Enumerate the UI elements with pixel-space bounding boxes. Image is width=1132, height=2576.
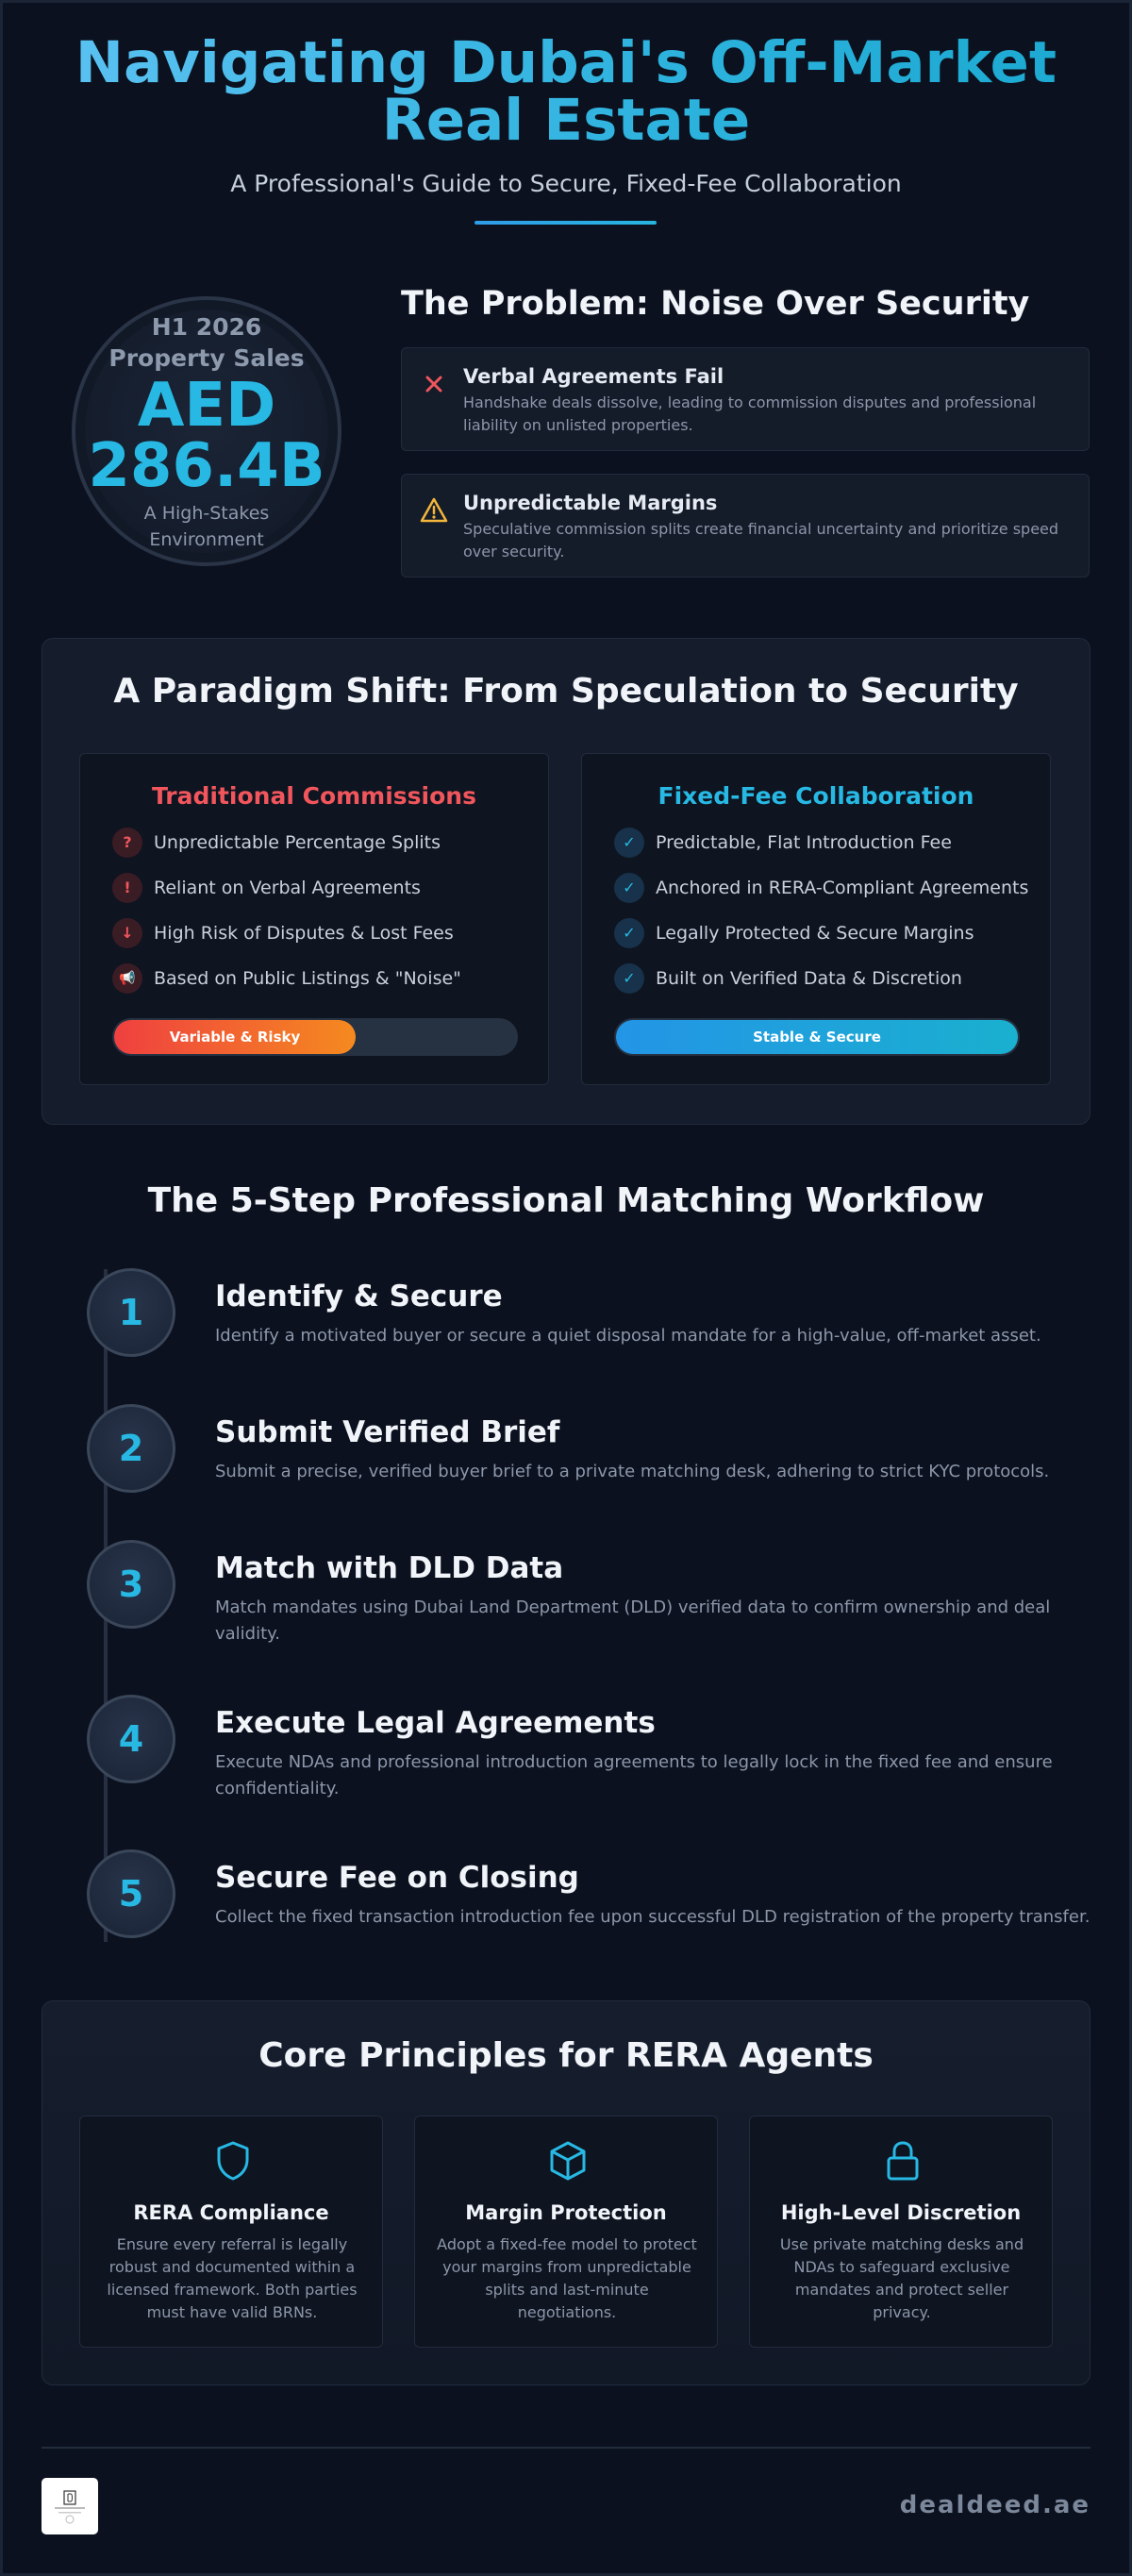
step-description: Match mandates using Dubai Land Department (DLD) verified data to confirm ownership and deal validity.: [215, 1597, 1051, 1644]
stat-label: [0, 311, 413, 374]
warning-icon: [419, 495, 449, 526]
title-divider: [474, 221, 657, 225]
problem-card-title: Verbal Agreements Fail: [463, 365, 724, 388]
traditional-title: Traditional Commissions: [152, 782, 476, 810]
title-line-2: Real Estate: [381, 87, 751, 154]
check-icon: ✓: [614, 873, 644, 903]
step-number-5: 5: [87, 1849, 175, 1938]
title-line-1: Navigating Dubai's Off-Market: [75, 29, 1057, 96]
problem-card-margins: [401, 474, 1090, 577]
risk-bar-fill: Variable & Risky: [114, 1020, 356, 1054]
step-description: Collect the fixed transaction introduction fee upon successful DLD registration of the property transfer.: [215, 1907, 1090, 1927]
brand-logo: [42, 2478, 98, 2534]
list-item-text: Built on Verified Data & Discretion: [656, 968, 962, 989]
step-description: Identify a motivated buyer or secure a quiet disposal mandate for a high-value, off-market asset.: [215, 1326, 1041, 1346]
step-description: Submit a precise, verified buyer brief to a private matching desk, adhering to strict KYC protocols.: [215, 1462, 1050, 1481]
principle-text: Adopt a fixed-fee model to protect your margins from unpredictable splits and last-minute negotiations.: [437, 2235, 697, 2321]
principle-card-discretion: [749, 2116, 1053, 2348]
problem-card-text: Speculative commission splits create financial uncertainty and prioritize speed over security.: [463, 520, 1059, 560]
paradigm-title: A Paradigm Shift: From Speculation to Security: [113, 672, 1019, 711]
list-item-text: Unpredictable Percentage Splits: [154, 832, 441, 853]
list-item-text: Anchored in RERA-Compliant Agreements: [656, 878, 1029, 898]
step-number-1: 1: [87, 1268, 175, 1357]
step-description: Execute NDAs and professional introduction agreements to legally lock in the fixed fee and ensure confidentiality.: [215, 1752, 1053, 1798]
step-title: Match with DLD Data: [215, 1551, 564, 1585]
problem-card-verbal: [401, 347, 1090, 451]
list-item-text: Predictable, Flat Introduction Fee: [656, 832, 952, 853]
problem-card-text: Handshake deals dissolve, leading to commission disputes and professional liability on unlisted properties.: [463, 393, 1037, 434]
stability-bar: [614, 1018, 1020, 1056]
step-number-4: 4: [87, 1695, 175, 1783]
stat-note-line-1: A High-Stakes: [143, 503, 270, 524]
cube-icon: [548, 2139, 588, 2183]
principles-title: Core Principles for RERA Agents: [258, 2036, 874, 2075]
principle-card-margin: [414, 2116, 718, 2348]
check-icon: ✓: [614, 828, 644, 858]
step-title: Execute Legal Agreements: [215, 1706, 656, 1740]
site-url[interactable]: dealdeed.ae: [899, 2491, 1090, 2519]
principle-title: RERA Compliance: [133, 2201, 329, 2224]
principle-text: Use private matching desks and NDAs to safeguard exclusive mandates and protect seller privacy.: [779, 2235, 1024, 2321]
stat-label-line-2: Property Sales: [108, 344, 305, 372]
risk-bar: [112, 1018, 518, 1056]
lock-icon: [883, 2139, 923, 2183]
stat-value: [0, 371, 413, 501]
exclamation-icon: !: [112, 873, 142, 903]
stability-bar-fill: Stable & Secure: [616, 1020, 1018, 1054]
check-icon: ✓: [614, 963, 644, 994]
fixed-fee-card: [581, 753, 1051, 1085]
fixed-fee-title: Fixed-Fee Collaboration: [658, 782, 974, 810]
stat-value-amount: 286.4B: [88, 431, 325, 501]
list-item-text: High Risk of Disputes & Lost Fees: [154, 923, 454, 944]
step-title: Secure Fee on Closing: [215, 1861, 579, 1895]
principle-title: High-Level Discretion: [780, 2201, 1022, 2224]
shield-icon: [213, 2139, 253, 2183]
step-title: Submit Verified Brief: [215, 1415, 560, 1449]
page-subtitle: A Professional's Guide to Secure, Fixed-Fee Collaboration: [230, 170, 902, 197]
stat-note-line-2: Environment: [149, 529, 264, 550]
footer-divider: [42, 2447, 1090, 2449]
list-item-text: Reliant on Verbal Agreements: [154, 878, 421, 898]
stat-label-line-1: H1 2026: [151, 313, 262, 341]
principle-title: Margin Protection: [465, 2201, 667, 2224]
step-number-2: 2: [87, 1404, 175, 1493]
list-item-text: Legally Protected & Secure Margins: [656, 923, 974, 944]
page-title: [0, 29, 1132, 154]
question-icon: ?: [112, 828, 142, 858]
logo-icon: [42, 2478, 98, 2534]
traditional-card: [79, 753, 549, 1085]
workflow-title: The 5-Step Professional Matching Workflow: [147, 1181, 985, 1220]
principle-text: Ensure every referral is legally robust and documented within a licensed framework. Both parties must have valid BRNs.: [107, 2235, 358, 2321]
list-item-text: Based on Public Listings & "Noise": [154, 968, 461, 989]
problem-title: The Problem: Noise Over Security: [401, 285, 1030, 323]
stat-note: [0, 500, 413, 553]
megaphone-icon: 📢: [112, 963, 142, 994]
step-title: Identify & Secure: [215, 1280, 503, 1313]
stat-value-currency: AED: [137, 371, 276, 441]
problem-card-title: Unpredictable Margins: [463, 492, 718, 514]
arrow-down-icon: ↓: [112, 918, 142, 948]
principle-card-compliance: [79, 2116, 383, 2348]
check-icon: ✓: [614, 918, 644, 948]
step-number-3: 3: [87, 1540, 175, 1629]
x-icon: [419, 369, 449, 399]
